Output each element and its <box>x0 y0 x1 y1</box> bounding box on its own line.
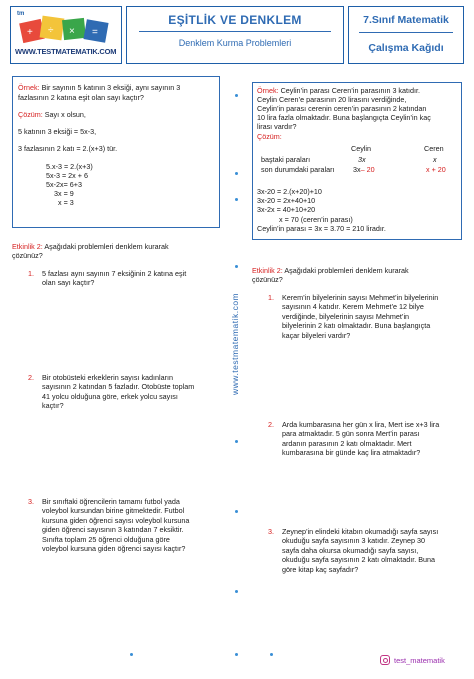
equation-line: 5.x-3 = 2.(x+3) <box>46 162 93 171</box>
solution-label: Çözüm: <box>18 110 43 119</box>
example-question: Örnek: Bir sayının 5 katının 3 eksiği, aynı sayının 3 <box>18 83 181 92</box>
divider-dot <box>235 590 238 593</box>
table-cell: x <box>433 155 437 164</box>
table-cell: 3x– 20 <box>353 165 375 174</box>
table-header-ceren: Ceren <box>424 144 444 153</box>
example-question-line: 10 lira fazla olmaktadır. Buna başlangıçta Ceylin’in kaç <box>257 113 431 122</box>
divider-dot <box>270 653 273 656</box>
divider-dot <box>235 198 238 201</box>
solution-step: 3 fazlasının 2 katı = 2.(x+3) tür. <box>18 144 118 153</box>
instagram-icon[interactable] <box>380 655 390 665</box>
divider-dot <box>235 172 238 175</box>
svg-text:÷: ÷ <box>48 25 54 36</box>
example-question-line2: fazlasının 2 katına eşit olan sayı kaçtır? <box>18 93 144 102</box>
title-divider <box>139 31 331 32</box>
grade-divider <box>359 32 453 33</box>
logo-url: WWW.TESTMATEMATIK.COM <box>15 47 117 56</box>
divider-dot <box>235 510 238 513</box>
example-label: Örnek: <box>18 83 40 92</box>
logo <box>10 6 122 64</box>
example-question-line: Ceylin Ceren’e parasının 20 lirasını verdiğinde, <box>257 95 407 104</box>
logo-tm: tm <box>17 11 25 17</box>
page-header <box>10 6 464 64</box>
example-question: Örnek: Ceylin’in parası Ceren’in parasının 3 katıdır. <box>257 86 421 95</box>
vertical-site-url: www.testmatematik.com <box>230 292 240 395</box>
svg-text:+: + <box>27 27 33 38</box>
table-row-label: baştaki paraları <box>261 155 311 164</box>
result-line: Ceylin’in parası = 3x = 3.70 = 210 liradır. <box>257 224 386 233</box>
instagram-handle[interactable]: test_matematik <box>394 656 445 665</box>
title-box <box>126 6 344 64</box>
activity-title-left: Etkinlik 2: Aşağıdaki problemleri denklem kurarak çözünüz? <box>12 242 169 261</box>
divider-dot <box>130 653 133 656</box>
divider-dot <box>235 440 238 443</box>
table-row-label: son durumdaki paraları <box>261 165 335 174</box>
example-question-line: Ceylin’in parası cerenin ceren’in parasının 2 katından <box>257 104 427 113</box>
example-label: Örnek: <box>257 86 279 95</box>
solution-step: 5 katının 3 eksiği = 5x-3, <box>18 127 97 136</box>
solution-label: Çözüm: <box>257 132 282 141</box>
example-box-left <box>12 76 220 228</box>
equation-line: 5x-3 = 2x + 6 <box>46 171 88 180</box>
table-cell: x + 20 <box>426 165 446 174</box>
svg-text:=: = <box>92 27 98 38</box>
table-cell: 3x <box>358 155 366 164</box>
grade-label: 7.Sınıf Matematik <box>363 14 449 26</box>
divider-dot <box>235 94 238 97</box>
svg-text:×: × <box>69 26 75 37</box>
activity-title-right: Etkinlik 2: Aşağıdaki problemleri denklem kurarak çözünüz? <box>252 266 409 285</box>
equation-line: 3x-20 = 2.(x+20)+10 <box>257 187 322 196</box>
equation-line: x = 3 <box>58 198 74 207</box>
divider-dot <box>235 653 238 656</box>
grade-box <box>348 6 464 64</box>
equation-line: 3x = 9 <box>54 189 74 198</box>
divider-dot <box>235 265 238 268</box>
page-subtitle: Denklem Kurma Problemleri <box>178 38 292 48</box>
footer <box>380 655 445 665</box>
equation-line: 3x-20 = 2x+40+10 <box>257 196 316 205</box>
example-box-right <box>252 82 462 240</box>
equation-line: x = 70 (ceren’in parası) <box>279 215 353 224</box>
table-header-ceylin: Ceylin <box>351 144 371 153</box>
solution-intro: Çözüm: Sayı x olsun, <box>18 110 86 119</box>
equation-line: 5x-2x= 6+3 <box>46 180 82 189</box>
equation-line: 3x-2x = 40+10+20 <box>257 205 316 214</box>
page-title: EŞİTLİK VE DENKLEM <box>168 13 302 27</box>
sheet-label: Çalışma Kağıdı <box>368 42 444 54</box>
example-question-line: lirası vardır? <box>257 122 297 131</box>
